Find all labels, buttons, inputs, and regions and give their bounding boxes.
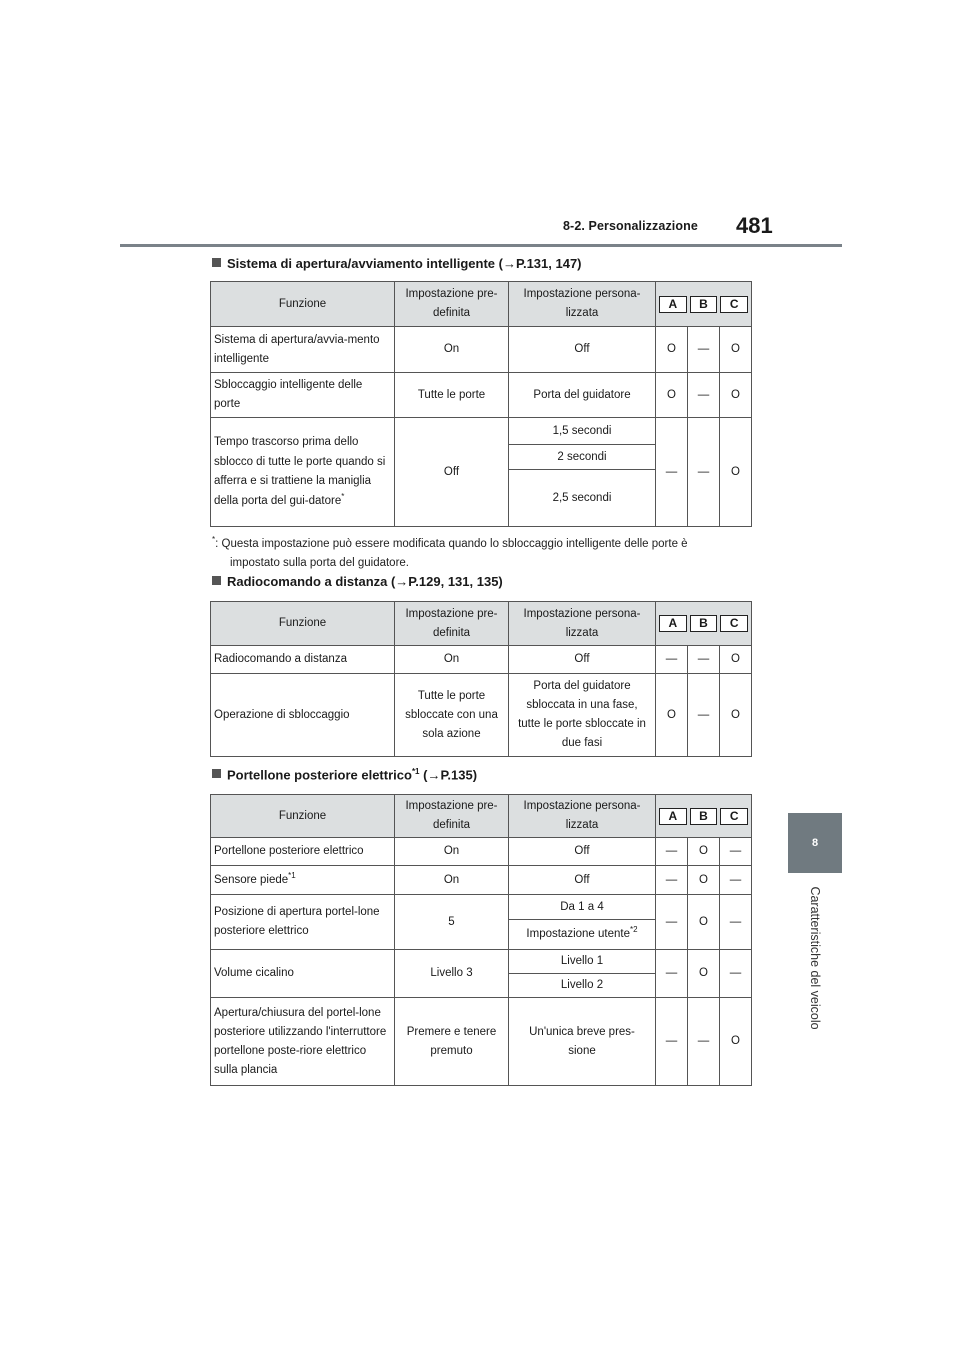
table-power-tailgate	[210, 794, 752, 1086]
table-header-row: Funzione Impostazione pre-definita Impostazione persona-lizzata A B C	[211, 602, 752, 646]
bullet-square-icon	[212, 769, 221, 778]
table-header-row: Funzione Impostazione pre-definita Impostazione persona-lizzata A B C	[211, 795, 752, 838]
table-subrow: 2 secondi	[211, 445, 752, 470]
chapter-label: Caratteristiche del veicolo	[808, 886, 822, 1030]
table-row: Volume cicalino Livello 3 Livello 1 — O —	[211, 950, 752, 974]
col-abc	[656, 282, 752, 327]
section-2-title: Radiocomando a distanza (→P.129, 131, 135)	[212, 574, 503, 589]
table-subrow: Livello 2	[211, 974, 752, 998]
table-row: Sistema di apertura/avvia-mento intelligente On Off O — O	[211, 327, 752, 373]
table-row: Sensore piede$^{*1}$ On Off — O —	[211, 866, 752, 895]
table-row: Sbloccaggio intelligente delle porte Tutte le porte Porta del guidatore O — O	[211, 373, 752, 418]
table-row: Radiocomando a distanza On Off — — O	[211, 646, 752, 674]
col-default: Impostazione pre-definita	[395, 282, 509, 327]
col-personalized: Impostazione persona-lizzata	[509, 282, 656, 327]
table-row: Posizione di apertura portel-lone posteriore elettrico 5 Da 1 a 4 — O —	[211, 895, 752, 920]
footnote: *: Questa impostazione può essere modificata quando lo sbloccaggio intelligente delle porte è impostato sulla porta del guidatore.	[212, 535, 688, 569]
table-row: Tempo trascorso prima dello sblocco di tutte le porte quando si afferra e si trattiene la maniglia della porta del gui-datore* Off 1,5 secondi — — O	[211, 418, 752, 445]
table-header-row	[211, 282, 752, 327]
bullet-square-icon	[212, 576, 221, 585]
label-b: B	[690, 296, 718, 313]
chapter-tab	[788, 813, 842, 873]
header-rule	[120, 244, 842, 247]
col-funzione: Funzione	[211, 282, 395, 327]
page-number: 481	[736, 213, 773, 238]
table-subrow: Impostazione utente$^{*2}$	[211, 920, 752, 950]
section-heading: 8-2. Personalizzazione	[563, 219, 698, 233]
table-smart-entry	[210, 281, 752, 527]
bullet-square-icon	[212, 258, 221, 267]
table-row: Apertura/chiusura del portel-lone posteriore utilizzando l'interruttore portellone poste-riore elettrico sulla plancia Premere e tenere premuto Un'unica breve pres-sione — — O	[211, 998, 752, 1086]
label-a: A	[659, 296, 687, 313]
table-remote-control	[210, 601, 752, 757]
section-1-title: Sistema di apertura/avviamento intelligente (→P.131, 147)	[212, 256, 582, 271]
table-row: Portellone posteriore elettrico On Off — O —	[211, 838, 752, 866]
label-c: C	[720, 296, 748, 313]
table-subrow: 2,5 secondi	[211, 470, 752, 527]
table-row: Operazione di sbloccaggio Tutte le porte sbloccate con una sola azione Porta del guidatore sbloccata in una fase, tutte le porte sbloccate in due fasi O — O	[211, 674, 752, 757]
section-3-title: Portellone posteriore elettrico$^{*1}$ (→P.135)	[212, 767, 477, 782]
chapter-number: 8	[811, 837, 819, 849]
